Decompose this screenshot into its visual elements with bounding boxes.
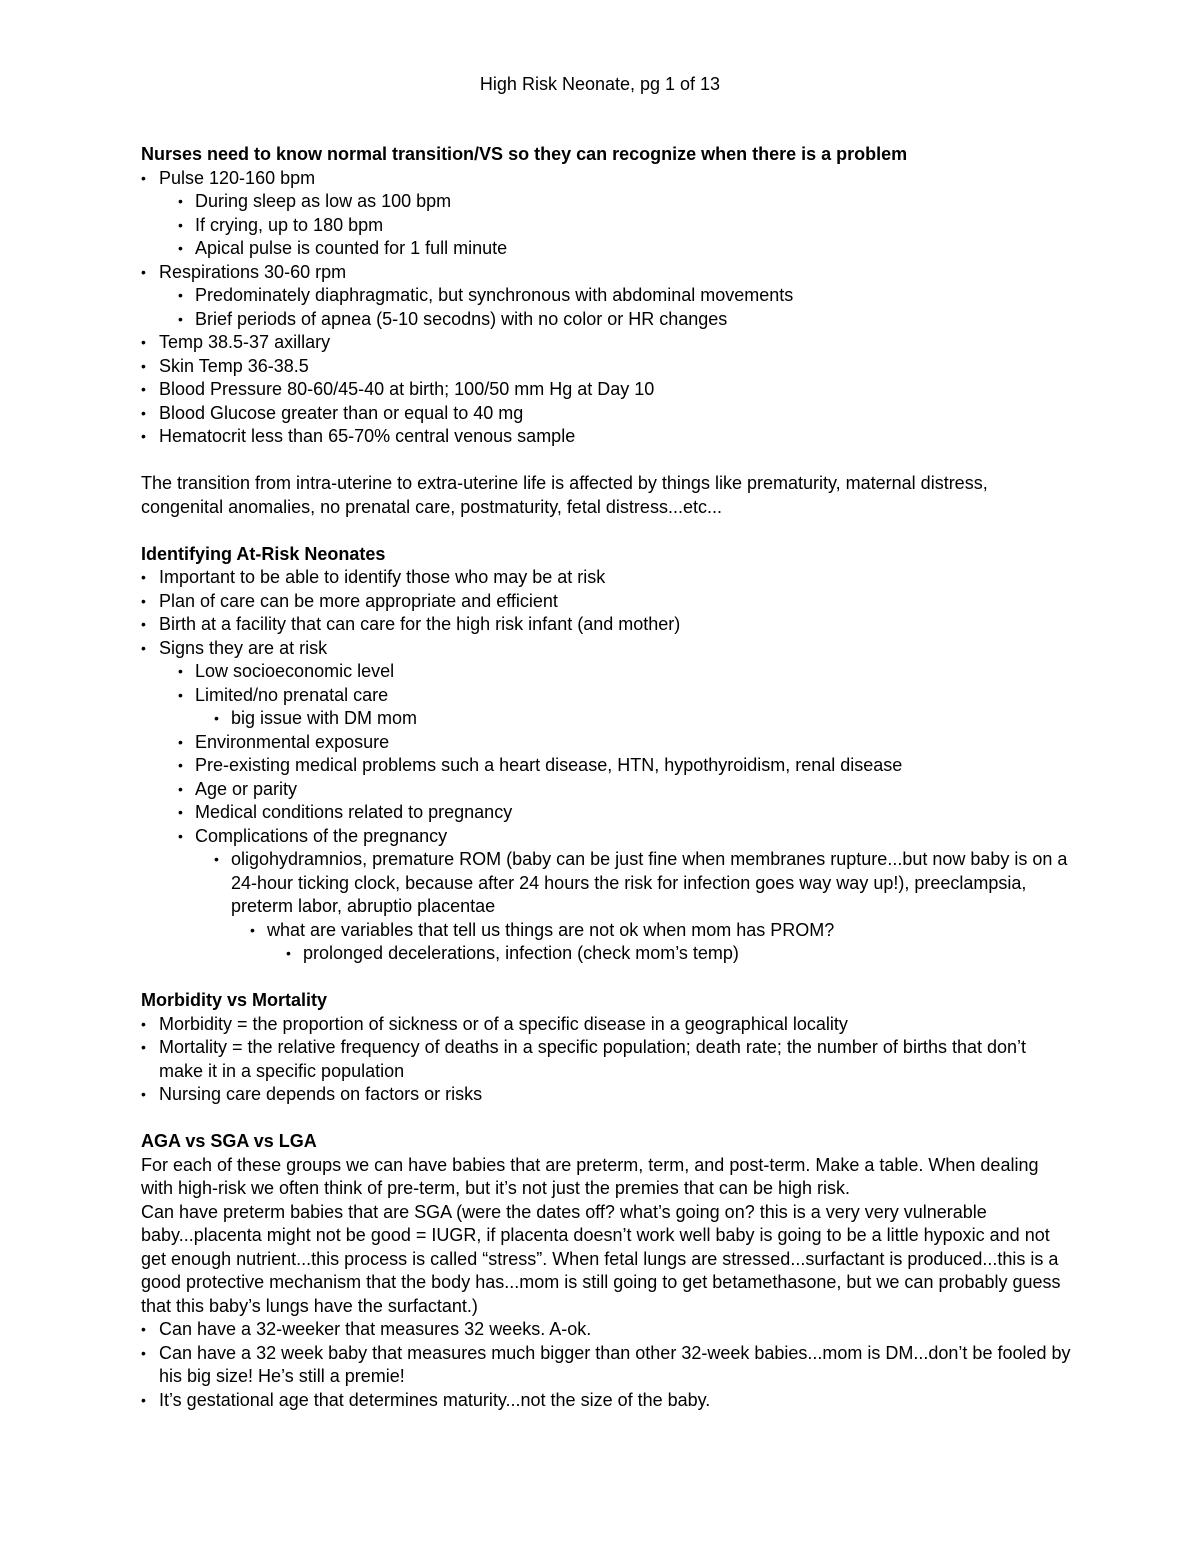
section-heading-at-risk: Identifying At-Risk Neonates [141, 543, 386, 564]
list-item: • Can have a 32-weeker that measures 32 weeks. A-ok. [141, 1318, 1071, 1342]
list-item: • Birth at a facility that can care for the high risk infant (and mother) [141, 613, 1071, 637]
aga-list [141, 1318, 1071, 1412]
aga-paragraph-2: Can have preterm babies that are SGA (were the dates off? what’s going on? this is a very very vulnerable baby...placenta might not be good = IUGR, if placenta doesn’t work well baby is going to be a little hypoxic and not get enough nutrient...this process is called “stress”. When fetal lungs are stressed...surfactant is produced...this is a good protective mechanism that the body has...mom is still going to get betamethasone, but we can probably guess that this baby’s lungs have the surfactant.) [141, 1201, 1061, 1316]
list-item: • Can have a 32 week baby that measures much bigger than other 32-week babies...mom is DM...don’t be fooled by his big size! He’s still a premie! [141, 1342, 1071, 1389]
list-item [249, 919, 1071, 966]
list-item: • Morbidity = the proportion of sickness or of a specific disease in a geographical locality [141, 1013, 1071, 1037]
spacer [141, 449, 1071, 473]
list-item: • Environmental exposure [177, 731, 1071, 755]
list-item-text: Pulse 120-160 bpm [159, 167, 316, 188]
list-item [141, 637, 1071, 966]
list-item: • Blood Glucose greater than or equal to 40 mg [141, 402, 1071, 426]
list-item: • Important to be able to identify those who may be at risk [141, 566, 1071, 590]
list-item-text: Limited/no prenatal care [195, 684, 389, 705]
vitals-list [141, 167, 1071, 449]
list-item [141, 261, 1071, 332]
list-item-text: Signs they are at risk [159, 637, 328, 658]
list-item: • During sleep as low as 100 bpm [177, 190, 1071, 214]
list-item: • Mortality = the relative frequency of deaths in a specific population; death rate; the number of births that don’t make it in a specific population [141, 1036, 1071, 1083]
section-heading-morbidity: Morbidity vs Mortality [141, 990, 328, 1010]
prenatal-sublist [213, 707, 1071, 731]
at-risk-list [141, 566, 1071, 966]
list-item [141, 167, 1071, 261]
prom-sublist [249, 919, 1071, 966]
spacer [141, 519, 1071, 543]
signs-sublist [177, 660, 1071, 966]
morbidity-list [141, 1013, 1071, 1107]
spacer [141, 1107, 1071, 1131]
list-item: • Pre-existing medical problems such a heart disease, HTN, hypothyroidism, renal disease [177, 754, 1071, 778]
prom-answer-sublist [285, 942, 1071, 966]
list-item: • Temp 38.5-37 axillary [141, 331, 1071, 355]
complications-sublist [213, 848, 1071, 966]
aga-paragraph-1: For each of these groups we can have babies that are preterm, term, and post-term. Make a table. When dealing with high-risk we often think of pre-term, but it’s not just the premies that can be high risk. [141, 1154, 1039, 1198]
list-item [177, 825, 1071, 966]
list-item: • Medical conditions related to pregnancy [177, 801, 1071, 825]
list-item [213, 848, 1071, 966]
list-item-text: oligohydramnios, premature ROM (baby can be just fine when membranes rupture...but now baby is on a 24-hour ticking clock, because after 24 hours the risk for infection goes way way up!), preeclampsia, preterm labor, abruptio placentae [231, 849, 1068, 916]
resp-sublist [177, 284, 1071, 331]
spacer [141, 966, 1071, 990]
list-item: • It’s gestational age that determines maturity...not the size of the baby. [141, 1389, 1071, 1413]
list-item: • prolonged decelerations, infection (check mom’s temp) [285, 942, 1071, 966]
list-item: • Nursing care depends on factors or risks [141, 1083, 1071, 1107]
list-item: • Apical pulse is counted for 1 full minute [177, 237, 1071, 261]
section-heading-vitals: Nurses need to know normal transition/VS so they can recognize when there is a problem [141, 144, 908, 164]
list-item: • big issue with DM mom [213, 707, 1071, 731]
page-header: High Risk Neonate, pg 1 of 13 [479, 74, 721, 94]
document-body [141, 143, 1071, 1412]
list-item: • Low socioeconomic level [177, 660, 1071, 684]
list-item-text: what are variables that tell us things are not ok when mom has PROM? [267, 919, 835, 940]
pulse-sublist [177, 190, 1071, 261]
list-item-text: Respirations 30-60 rpm [159, 261, 347, 282]
transition-paragraph: The transition from intra-uterine to extra-uterine life is affected by things like prematurity, maternal distress, congenital anomalies, no prenatal care, postmaturity, fetal distress...etc... [141, 473, 988, 517]
list-item: • Hematocrit less than 65-70% central venous sample [141, 425, 1071, 449]
list-item-text: Complications of the pregnancy [195, 825, 448, 846]
list-item: • Skin Temp 36-38.5 [141, 355, 1071, 379]
list-item: • Predominately diaphragmatic, but synchronous with abdominal movements [177, 284, 1071, 308]
list-item: • Plan of care can be more appropriate and efficient [141, 590, 1071, 614]
list-item: • Age or parity [177, 778, 1071, 802]
section-heading-aga: AGA vs SGA vs LGA [141, 1131, 317, 1151]
list-item: • Blood Pressure 80-60/45-40 at birth; 100/50 mm Hg at Day 10 [141, 378, 1071, 402]
list-item: • Brief periods of apnea (5-10 secodns) with no color or HR changes [177, 308, 1071, 332]
list-item: • If crying, up to 180 bpm [177, 214, 1071, 238]
list-item [177, 684, 1071, 731]
